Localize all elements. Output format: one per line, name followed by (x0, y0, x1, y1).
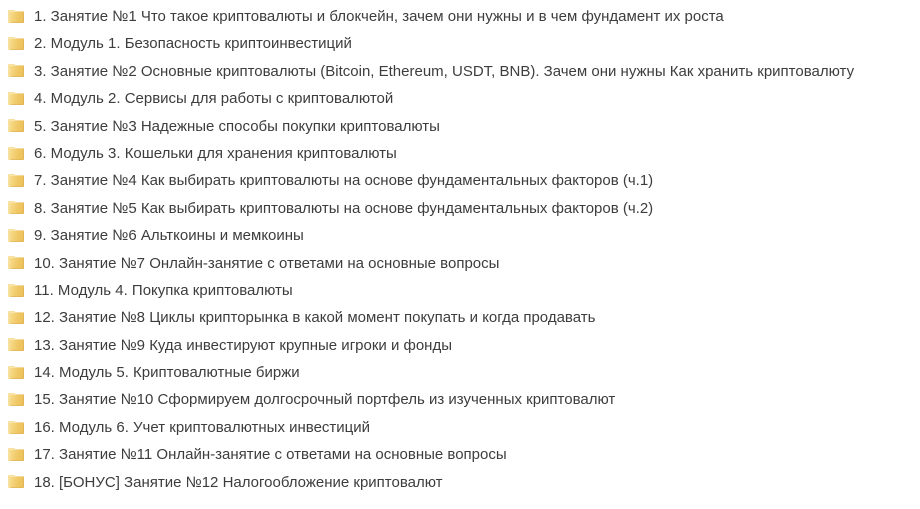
list-item[interactable] (0, 441, 920, 468)
folder-name[interactable]: 6. Модуль 3. Кошельки для хранения криптовалюты (34, 144, 397, 162)
list-item[interactable] (0, 277, 920, 304)
list-item[interactable] (0, 195, 920, 222)
list-item[interactable] (0, 85, 920, 112)
list-item[interactable] (0, 167, 920, 194)
folder-name[interactable]: 8. Занятие №5 Как выбирать криптовалюты на основе фундаментальных факторов (ч.2) (34, 199, 654, 217)
folder-name[interactable]: 9. Занятие №6 Альткоины и мемкоины (34, 227, 304, 245)
folder-icon (8, 311, 24, 325)
folder-name[interactable]: 12. Занятие №8 Циклы крипторынка в какой момент покупать и когда продавать (34, 309, 596, 327)
folder-icon (8, 119, 24, 133)
folder-name[interactable]: 10. Занятие №7 Онлайн-занятие с ответами на основные вопросы (34, 254, 500, 272)
list-item[interactable] (0, 332, 920, 359)
list-item[interactable] (0, 30, 920, 57)
folder-icon (8, 393, 24, 407)
list-item[interactable] (0, 304, 920, 331)
folder-icon (8, 229, 24, 243)
folder-icon (8, 37, 24, 51)
folder-name[interactable]: 17. Занятие №11 Онлайн-занятие с ответами на основные вопросы (34, 446, 507, 464)
folder-name[interactable]: 14. Модуль 5. Криптовалютные биржи (34, 364, 300, 382)
folder-name[interactable]: 15. Занятие №10 Сформируем долгосрочный портфель из изученных криптовалют (34, 391, 616, 409)
folder-icon (8, 10, 24, 24)
folder-icon (8, 366, 24, 380)
list-item[interactable] (0, 250, 920, 277)
list-item[interactable] (0, 58, 920, 85)
folder-name[interactable]: 11. Модуль 4. Покупка криптовалюты (34, 281, 293, 299)
folder-icon (8, 147, 24, 161)
folder-name[interactable]: 16. Модуль 6. Учет криптовалютных инвестиций (34, 418, 371, 436)
folder-icon (8, 174, 24, 188)
folder-icon (8, 92, 24, 106)
list-item[interactable] (0, 359, 920, 386)
folder-name[interactable]: 4. Модуль 2. Сервисы для работы с криптовалютой (34, 90, 394, 108)
folder-icon (8, 448, 24, 462)
list-item[interactable] (0, 113, 920, 140)
list-item[interactable] (0, 3, 920, 30)
folder-name[interactable]: 2. Модуль 1. Безопасность криптоинвестиций (34, 35, 352, 53)
folder-name[interactable]: 5. Занятие №3 Надежные способы покупки криптовалюты (34, 117, 440, 135)
list-item[interactable] (0, 386, 920, 413)
folder-name[interactable]: 3. Занятие №2 Основные криптовалюты (Bitcoin, Ethereum, USDT, BNB). Зачем они нужны Как хранить криптовалюту (34, 62, 855, 80)
folder-icon (8, 475, 24, 489)
folder-name[interactable]: 18. [БОНУС] Занятие №12 Налогообложение криптовалют (34, 473, 443, 491)
list-item[interactable] (0, 414, 920, 441)
folder-icon (8, 284, 24, 298)
folder-name[interactable]: 7. Занятие №4 Как выбирать криптовалюты на основе фундаментальных факторов (ч.1) (34, 172, 654, 190)
folder-icon (8, 338, 24, 352)
list-item[interactable] (0, 469, 920, 496)
folder-icon (8, 421, 24, 435)
folder-name[interactable]: 13. Занятие №9 Куда инвестируют крупные игроки и фонды (34, 336, 453, 354)
list-item[interactable] (0, 222, 920, 249)
folder-icon (8, 256, 24, 270)
folder-name[interactable]: 1. Занятие №1 Что такое криптовалюты и блокчейн, зачем они нужны и в чем фундамент их роста (34, 8, 724, 25)
list-item[interactable] (0, 140, 920, 167)
folder-icon (8, 64, 24, 78)
folder-icon (8, 201, 24, 215)
